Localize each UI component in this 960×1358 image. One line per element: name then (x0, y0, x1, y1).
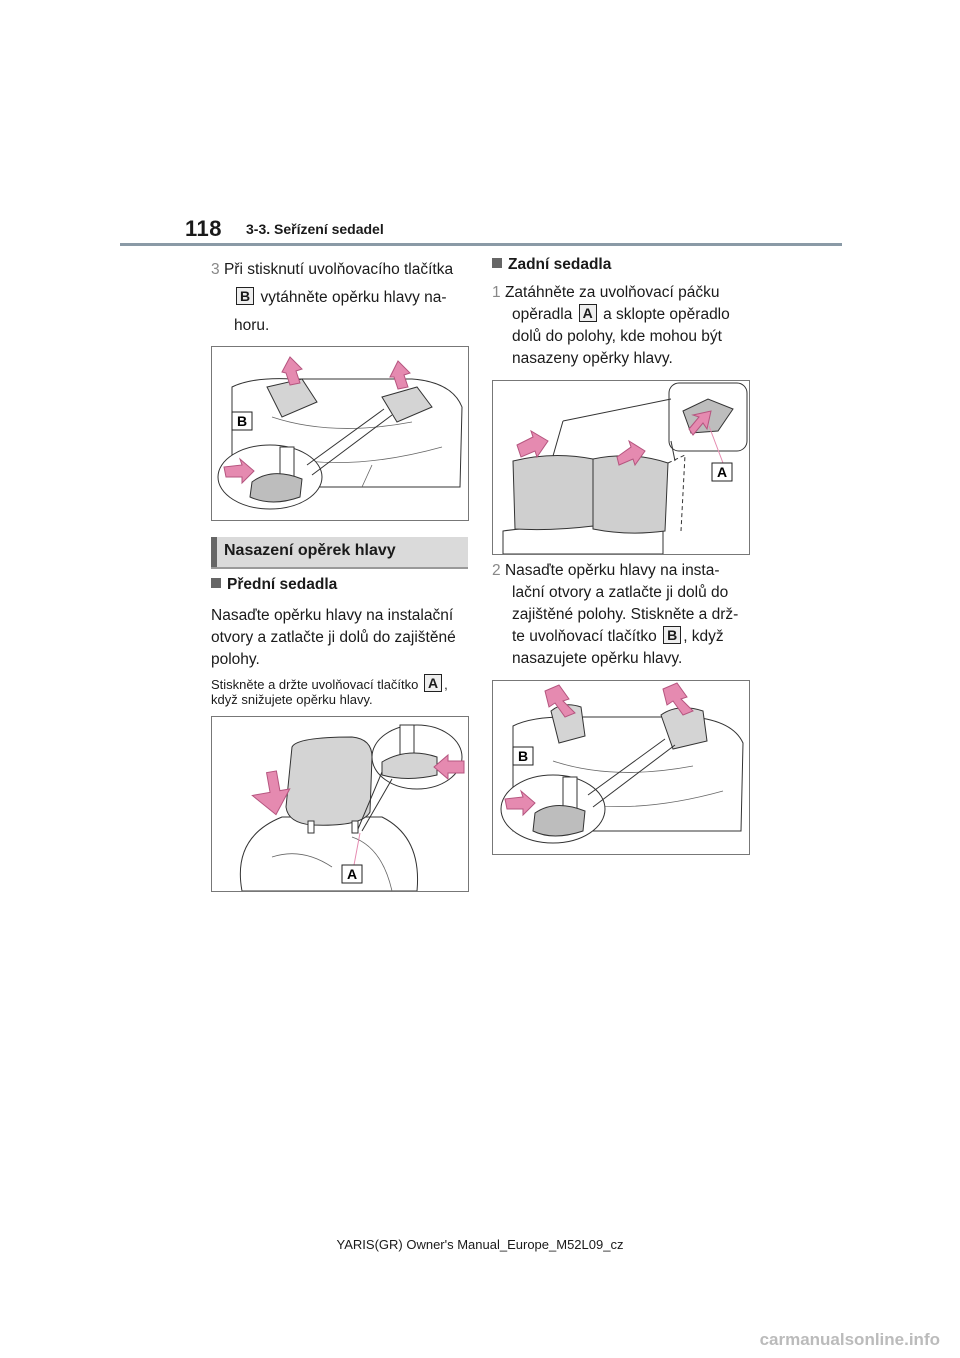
fig-label-b: B (236, 413, 248, 429)
key-label-a: A (579, 304, 597, 322)
step-text: nasazeny opěrky hlavy. (512, 350, 673, 367)
section-title: 3-3. Seřízení sedadel (246, 221, 384, 237)
step-text: dolů do polohy, kde mohou být (512, 328, 722, 345)
note-comma: , (444, 677, 448, 692)
step-text: Zatáhněte za uvolňovací páčku (504, 284, 720, 301)
figure-rear-seatback-fold (492, 380, 750, 555)
step-text: horu. (234, 317, 270, 334)
step-number: 2 (492, 562, 501, 579)
step-number: 3 (211, 261, 220, 278)
bullet-square-icon (492, 258, 502, 268)
step-3 (211, 259, 471, 337)
front-seats-section (211, 574, 476, 671)
step-text: vytáhněte opěrku hlavy na- (260, 289, 447, 306)
fig-label-b: B (517, 748, 529, 764)
figure-front-headrest (211, 716, 469, 892)
fig-label-a: A (346, 866, 358, 882)
header-rule (120, 243, 842, 246)
footer-manual-id: YARIS(GR) Owner's Manual_Europe_M52L09_cz (336, 1237, 624, 1252)
bullet-square-icon (211, 578, 221, 588)
rear-seats-section (492, 254, 757, 370)
subheading-front: Přední sedadla (227, 576, 338, 593)
step-2 (492, 560, 757, 670)
step-text: Při stisknutí uvolňovacího tlačítka (223, 261, 454, 278)
figure-rear-headrest-install (492, 680, 750, 855)
body-line: Nasaďte opěrku hlavy na instalační (211, 607, 454, 624)
step-text: te uvolňovací tlačítko (512, 628, 657, 645)
page-number: 118 (185, 216, 222, 241)
note-text: Stiskněte a držte uvolňovací tlačítko (211, 677, 419, 692)
step-text: nasazujete opěrku hlavy. (512, 650, 683, 667)
body-line: otvory a zatlačte ji dolů do zajištěné (211, 629, 456, 646)
step-text: lační otvory a zatlačte ji dolů do (512, 584, 729, 601)
step-text: zajištěné polohy. Stiskněte a drž- (512, 606, 739, 623)
heading-rule (211, 567, 468, 569)
key-label-b: B (236, 287, 254, 305)
key-label-a: A (424, 674, 442, 692)
watermark: carmanualsonline.info (759, 1330, 940, 1349)
section-heading (211, 537, 468, 567)
section-heading-text: Nasazení opěrek hlavy (224, 542, 396, 559)
step-text: a sklopte opěradlo (603, 306, 730, 323)
step-text: , když (683, 628, 724, 645)
step-text: opěradla (512, 306, 573, 323)
fig-label-a: A (716, 464, 728, 480)
note-text: když snižujete opěrku hlavy. (211, 692, 373, 707)
step-number: 1 (492, 284, 501, 301)
figure-rear-headrest-removal (211, 346, 469, 521)
body-line: polohy. (211, 651, 260, 668)
step-text: Nasaďte opěrku hlavy na insta- (504, 562, 720, 579)
note (211, 674, 476, 707)
key-label-b: B (663, 626, 681, 644)
subheading-rear: Zadní sedadla (508, 256, 612, 273)
